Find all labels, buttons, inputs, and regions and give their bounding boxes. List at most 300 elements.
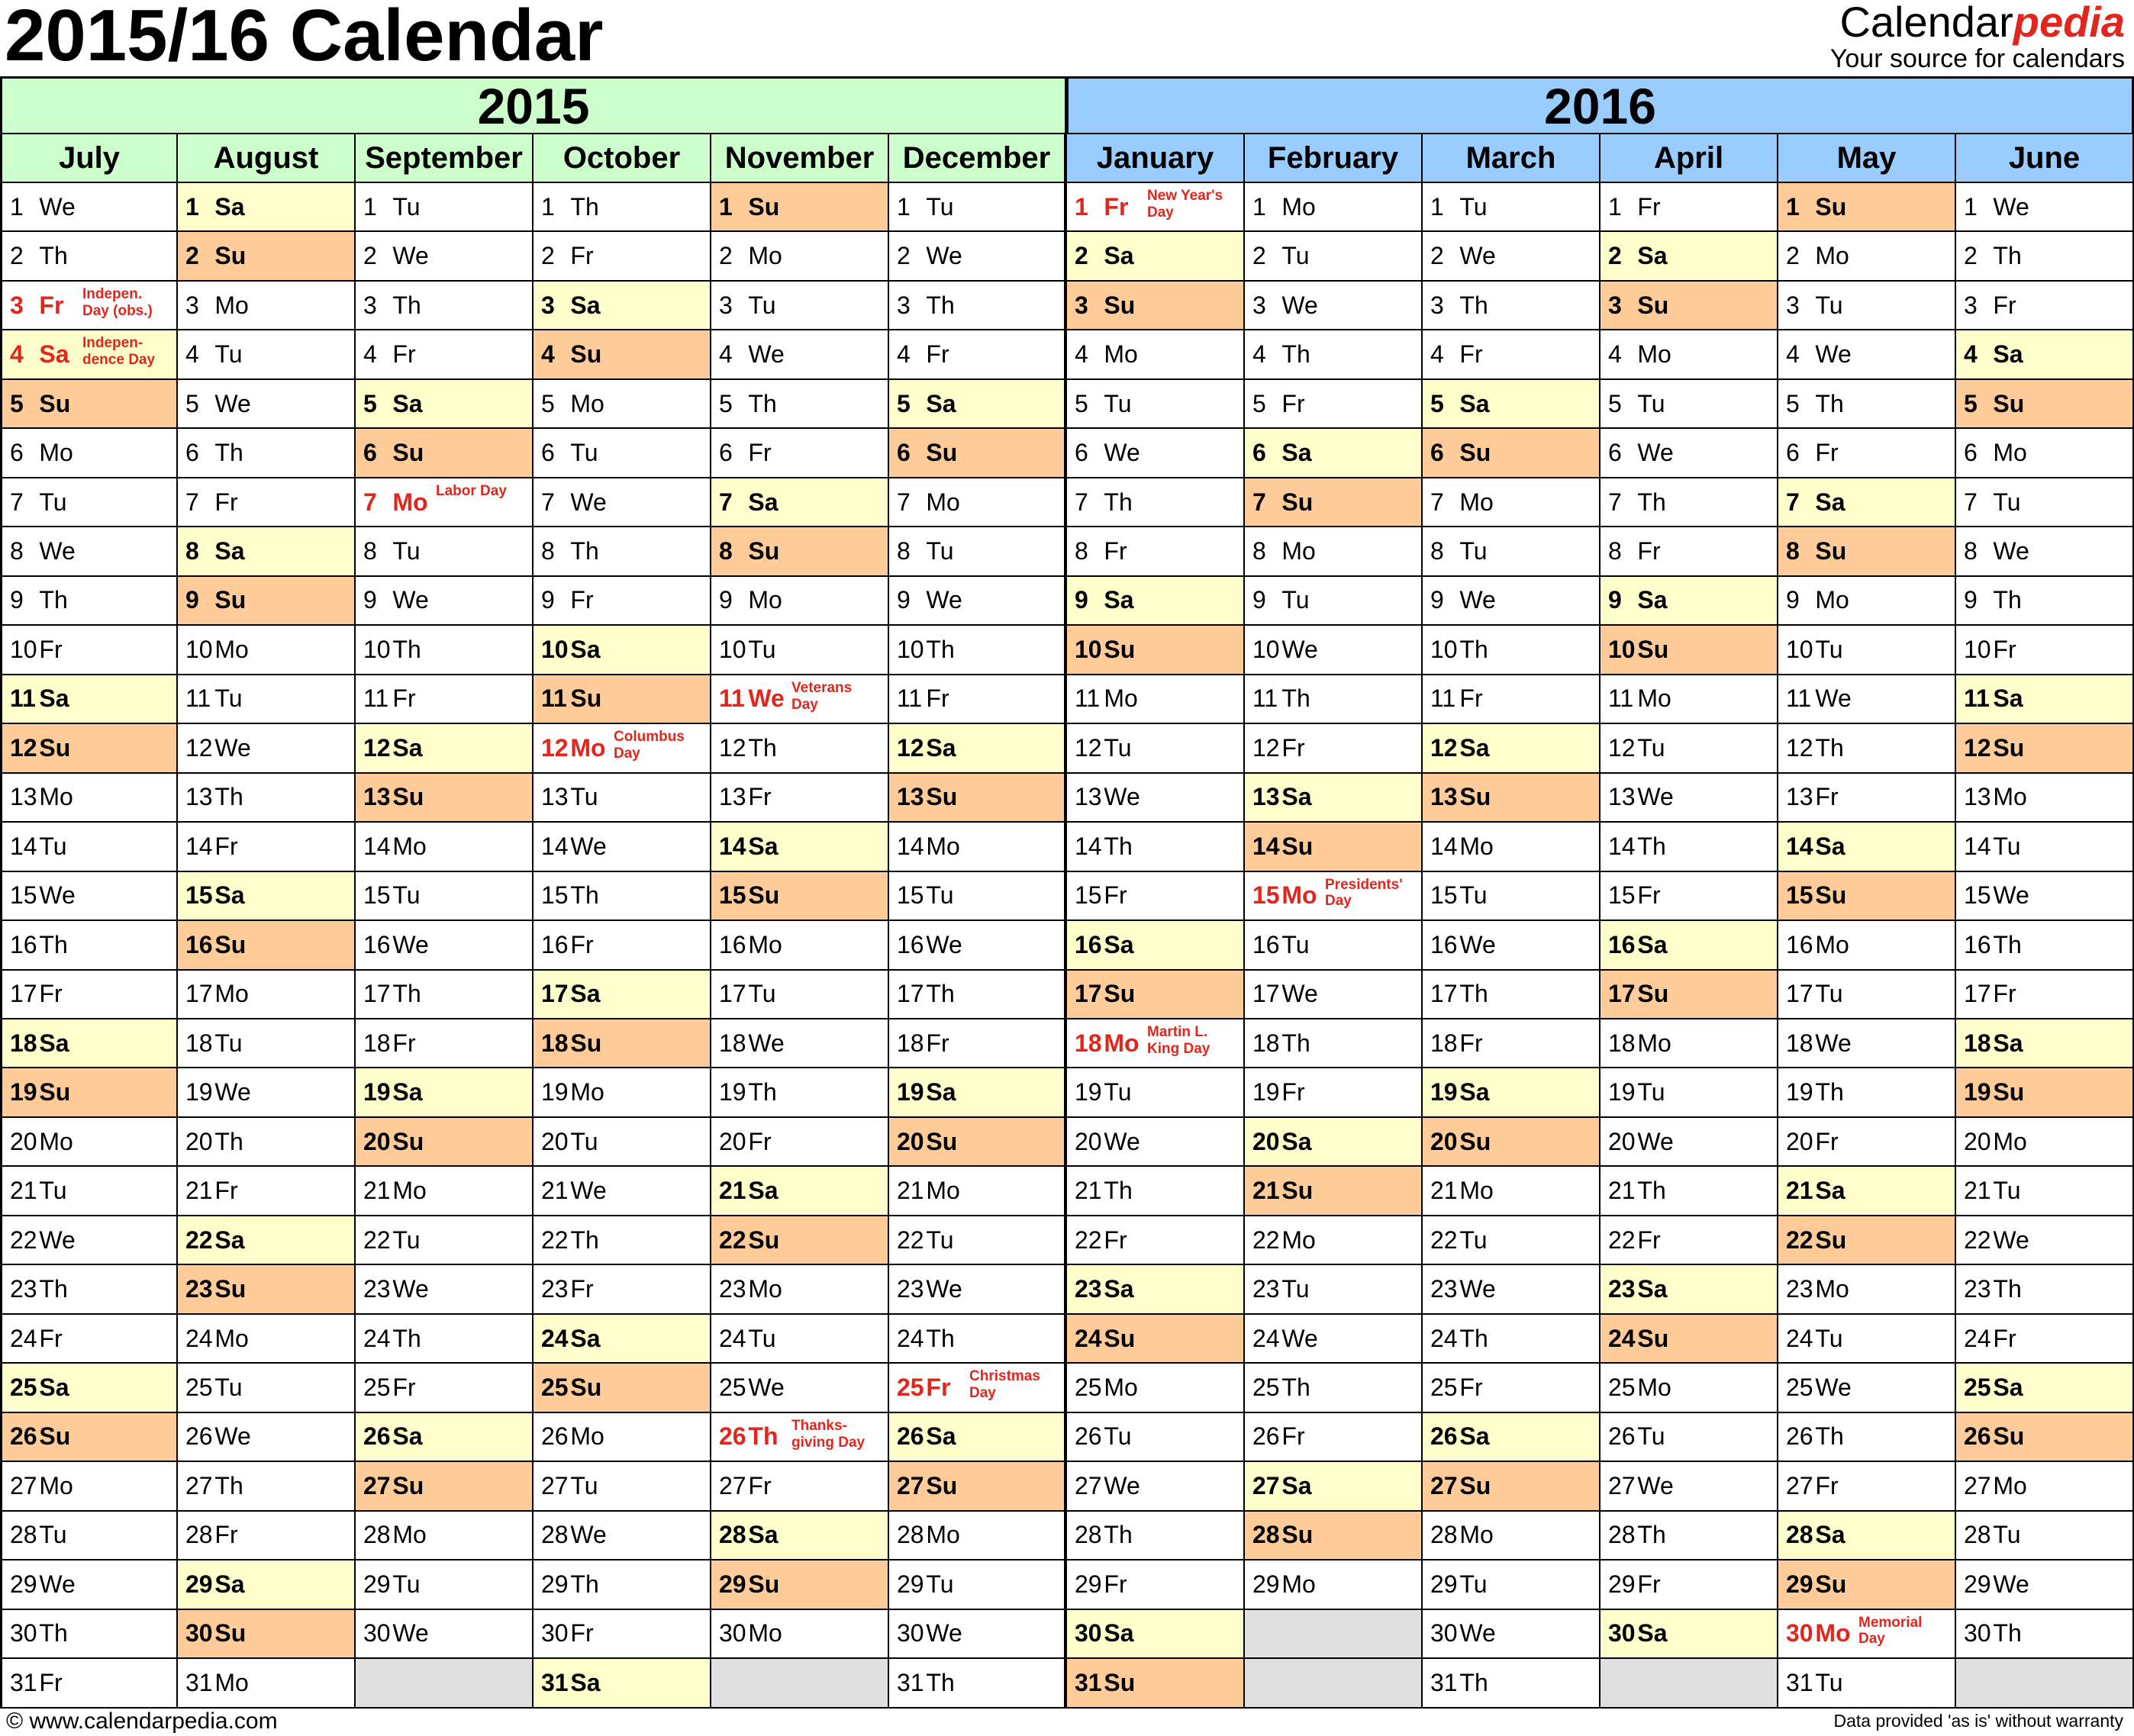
weekday-label: Th: [1459, 635, 1488, 663]
day-number: 5: [541, 389, 555, 417]
weekday-label: Sa: [570, 635, 601, 663]
day-cell: [1600, 232, 1778, 281]
day-cell: [1778, 1068, 1956, 1117]
day-number: 22: [719, 1226, 746, 1254]
day-cell: [1067, 626, 1245, 675]
day-number: 7: [10, 488, 24, 516]
day-number: 18: [719, 1029, 746, 1057]
weekday-label: Fr: [748, 783, 772, 811]
weekday-label: Th: [39, 1619, 68, 1647]
day-number: 13: [10, 783, 37, 811]
day-cell: [1067, 1560, 1245, 1609]
day-cell: [1778, 1019, 1956, 1068]
weekday-label: Sa: [1281, 439, 1312, 467]
day-cell: [1600, 1265, 1778, 1314]
day-cell: [178, 1413, 356, 1462]
day-cell: [1423, 1315, 1600, 1364]
day-number: 20: [10, 1127, 37, 1155]
weekday-label: Su: [926, 439, 958, 467]
day-cell: [1778, 282, 1956, 330]
weekday-label: Su: [570, 340, 602, 369]
day-number: 25: [897, 1373, 924, 1401]
day-cell: [0, 1659, 178, 1708]
weekday-label: Fr: [1104, 1570, 1127, 1598]
weekday-label: Tu: [392, 1570, 421, 1598]
day-cell: [1956, 724, 2134, 773]
weekday-label: Sa: [570, 291, 601, 319]
weekday-label: Su: [1104, 980, 1136, 1008]
day-number: 12: [1430, 733, 1458, 762]
day-number: 26: [185, 1422, 213, 1451]
day-number: 17: [1075, 980, 1102, 1008]
month-header-march: March: [1423, 134, 1600, 183]
day-number: 15: [541, 881, 569, 910]
day-number: 13: [1252, 783, 1280, 811]
weekday-label: We: [1637, 783, 1674, 811]
day-cell: [711, 429, 889, 478]
day-number: 14: [10, 832, 37, 860]
weekday-label: Su: [748, 1226, 780, 1254]
weekday-label: Th: [748, 389, 777, 417]
weekday-label: Th: [570, 1570, 599, 1598]
weekday-label: Mo: [39, 1471, 73, 1499]
day-cell: [1600, 1167, 1778, 1216]
day-number: 18: [363, 1029, 391, 1057]
day-number: 24: [1252, 1324, 1280, 1352]
weekday-label: Su: [214, 1275, 247, 1303]
weekday-label: Sa: [1637, 1619, 1668, 1647]
holiday-cell: [1067, 1019, 1245, 1068]
day-number: 7: [719, 488, 733, 516]
day-cell: [0, 1413, 178, 1462]
day-cell: [711, 1315, 889, 1364]
weekday-label: Th: [214, 783, 243, 811]
day-cell: [711, 1265, 889, 1314]
weekday-label: Tu: [392, 881, 421, 910]
weekday-label: Th: [570, 537, 599, 565]
day-cell: [1423, 675, 1600, 724]
day-number: 11: [1252, 684, 1278, 713]
day-number: 8: [541, 537, 555, 565]
footer-website-link[interactable]: © www.calendarpedia.com: [6, 1709, 278, 1734]
day-number: 16: [1964, 930, 1991, 958]
day-number: 27: [719, 1471, 746, 1499]
day-cell: [356, 1462, 534, 1511]
weekday-label: Sa: [214, 1570, 245, 1598]
weekday-label: Mo: [1815, 242, 1849, 270]
day-cell: [356, 1610, 534, 1659]
weekday-label: We: [39, 537, 76, 565]
day-number: 25: [719, 1373, 746, 1401]
weekday-label: Sa: [1815, 832, 1845, 860]
weekday-label: Tu: [1993, 1177, 2021, 1205]
weekday-label: Su: [1281, 832, 1314, 860]
day-cell: [1956, 282, 2134, 330]
weekday-label: We: [39, 192, 76, 221]
day-cell: [178, 1512, 356, 1560]
day-number: 4: [541, 340, 555, 369]
day-cell: [889, 1216, 1067, 1265]
day-cell: [178, 921, 356, 970]
day-cell: [1245, 675, 1423, 724]
weekday-label: Mo: [1637, 340, 1671, 369]
day-cell: [178, 971, 356, 1019]
weekday-label: Th: [39, 586, 68, 614]
weekday-label: Th: [1815, 733, 1844, 762]
weekday-label: Th: [1637, 488, 1666, 516]
holiday-cell: [0, 282, 178, 330]
day-cell: [1778, 1364, 1956, 1412]
day-cell: [1600, 282, 1778, 330]
day-cell: [1067, 921, 1245, 970]
day-cell: [711, 921, 889, 970]
day-number: 13: [1964, 783, 1991, 811]
month-header-december: December: [889, 134, 1067, 183]
day-number: 15: [1430, 881, 1458, 910]
weekday-label: Su: [1993, 1422, 2025, 1451]
weekday-label: Mo: [1459, 1521, 1494, 1549]
day-number: 15: [185, 881, 213, 910]
weekday-label: Su: [1104, 1668, 1136, 1696]
day-cell: [534, 1265, 711, 1314]
day-number: 21: [1786, 1177, 1813, 1205]
day-number: 17: [897, 980, 924, 1008]
day-cell: [1956, 1068, 2134, 1117]
day-number: 20: [719, 1127, 746, 1155]
day-number: 10: [1786, 635, 1813, 663]
day-cell: [178, 872, 356, 921]
weekday-label: Fr: [39, 1668, 63, 1696]
day-number: 21: [10, 1177, 37, 1205]
weekday-label: Th: [926, 635, 955, 663]
day-number: 14: [1430, 832, 1458, 860]
day-number: 27: [10, 1471, 37, 1499]
day-number: 8: [1786, 537, 1800, 565]
weekday-label: We: [1993, 192, 2029, 221]
weekday-label: Tu: [1459, 881, 1488, 910]
day-number: 19: [719, 1078, 746, 1106]
weekday-label: Th: [1459, 1668, 1488, 1696]
day-number: 3: [363, 291, 377, 319]
day-number: 10: [10, 635, 37, 663]
holiday-cell: [1245, 872, 1423, 921]
day-cell: [1956, 1167, 2134, 1216]
day-number: 29: [719, 1570, 746, 1598]
weekday-label: Mo: [1281, 881, 1317, 910]
day-number: 2: [719, 242, 733, 270]
day-cell: [0, 232, 178, 281]
weekday-label: Fr: [570, 1619, 594, 1647]
day-cell: [0, 1512, 178, 1560]
weekday-label: Tu: [1459, 1226, 1488, 1254]
day-cell: [889, 1019, 1067, 1068]
weekday-label: Mo: [1815, 1619, 1851, 1647]
day-cell: [1778, 380, 1956, 429]
day-number: 11: [719, 684, 745, 713]
weekday-label: Mo: [748, 242, 782, 270]
day-cell: [534, 675, 711, 724]
day-cell: [1423, 282, 1600, 330]
day-cell: [1067, 1413, 1245, 1462]
day-number: 8: [1964, 537, 1978, 565]
day-cell: [889, 1068, 1067, 1117]
day-cell: [1245, 429, 1423, 478]
day-cell: [1600, 1512, 1778, 1560]
day-number: 5: [1252, 389, 1266, 417]
weekday-label: Fr: [1459, 340, 1483, 369]
day-cell: [0, 1216, 178, 1265]
day-cell: [1423, 1560, 1600, 1609]
weekday-label: Sa: [39, 684, 69, 713]
weekday-label: We: [1459, 586, 1496, 614]
weekday-label: Th: [748, 733, 777, 762]
day-number: 25: [541, 1373, 569, 1401]
day-cell: [178, 232, 356, 281]
day-number: 25: [1430, 1373, 1458, 1401]
weekday-label: Su: [926, 1127, 958, 1155]
day-number: 20: [1430, 1127, 1458, 1155]
day-cell: [1600, 724, 1778, 773]
weekday-label: Su: [926, 783, 958, 811]
day-cell: [178, 1167, 356, 1216]
day-cell: [1956, 380, 2134, 429]
day-cell: [0, 774, 178, 823]
day-cell: [356, 1019, 534, 1068]
day-number: 19: [363, 1078, 391, 1106]
day-number: 20: [185, 1127, 213, 1155]
weekday-label: Mo: [392, 1177, 427, 1205]
day-cell: [534, 527, 711, 576]
weekday-label: Tu: [1104, 1422, 1132, 1451]
day-number: 25: [1075, 1373, 1102, 1401]
day-number: 16: [719, 930, 746, 958]
day-cell: [1423, 330, 1600, 379]
weekday-label: We: [39, 1570, 76, 1598]
day-cell: [1067, 1364, 1245, 1412]
month-header-july: July: [0, 134, 178, 183]
day-cell: [889, 330, 1067, 379]
day-number: 20: [1075, 1127, 1102, 1155]
day-cell: [1067, 1216, 1245, 1265]
day-cell: [1423, 626, 1600, 675]
day-cell: [534, 823, 711, 871]
day-cell: [1067, 1610, 1245, 1659]
day-number: 17: [719, 980, 746, 1008]
day-cell: [1067, 478, 1245, 527]
weekday-label: We: [392, 1275, 429, 1303]
day-cell: [178, 282, 356, 330]
weekday-label: Su: [1815, 881, 1847, 910]
weekday-label: Sa: [1281, 1127, 1312, 1155]
day-number: 16: [1608, 930, 1636, 958]
weekday-label: Sa: [1993, 684, 2023, 713]
weekday-label: Th: [570, 881, 599, 910]
day-cell: [1778, 478, 1956, 527]
brand-logo[interactable]: [1830, 0, 2125, 73]
day-cell: [0, 823, 178, 871]
weekday-label: We: [1104, 783, 1140, 811]
day-cell: [1423, 823, 1600, 871]
day-number: 5: [897, 389, 911, 417]
weekday-label: Su: [39, 1078, 71, 1106]
day-cell: [1778, 1413, 1956, 1462]
weekday-label: Mo: [214, 1324, 249, 1352]
day-number: 28: [1430, 1521, 1458, 1549]
day-cell: [0, 1118, 178, 1167]
day-number: 4: [10, 340, 24, 369]
weekday-label: Fr: [570, 242, 594, 270]
day-number: 7: [1786, 488, 1800, 516]
day-cell: [1245, 921, 1423, 970]
day-number: 17: [10, 980, 37, 1008]
weekday-label: Fr: [214, 488, 238, 516]
day-number: 4: [897, 340, 911, 369]
day-cell: [1956, 921, 2134, 970]
weekday-label: Mo: [570, 1078, 604, 1106]
day-number: 27: [541, 1471, 569, 1499]
weekday-label: Mo: [1281, 1226, 1316, 1254]
weekday-label: Sa: [214, 1226, 245, 1254]
weekday-label: Fr: [1281, 389, 1305, 417]
weekday-label: Su: [1104, 291, 1136, 319]
day-cell: [1600, 330, 1778, 379]
weekday-label: Th: [392, 1324, 421, 1352]
month-header-november: November: [711, 134, 889, 183]
day-cell: [534, 1560, 711, 1609]
day-cell: [1600, 380, 1778, 429]
day-number: 31: [10, 1668, 37, 1696]
day-number: 30: [1430, 1619, 1458, 1647]
weekday-label: We: [748, 1373, 785, 1401]
day-cell: [1600, 872, 1778, 921]
day-cell: [711, 232, 889, 281]
weekday-label: Th: [926, 1324, 955, 1352]
day-cell: [178, 1560, 356, 1609]
day-cell: [178, 330, 356, 379]
day-number: 2: [897, 242, 911, 270]
day-cell: [711, 1560, 889, 1609]
weekday-label: We: [214, 1078, 251, 1106]
day-cell: [889, 1118, 1067, 1167]
day-cell: [356, 1315, 534, 1364]
day-cell: [1600, 1462, 1778, 1511]
day-number: 3: [1786, 291, 1800, 319]
day-cell: [1956, 330, 2134, 379]
day-cell: [1067, 675, 1245, 724]
weekday-label: We: [214, 733, 251, 762]
day-number: 1: [1430, 192, 1444, 221]
day-cell: [1778, 330, 1956, 379]
day-cell: [356, 675, 534, 724]
day-number: 31: [1430, 1668, 1458, 1696]
weekday-label: Su: [1815, 192, 1847, 221]
day-number: 7: [363, 488, 377, 516]
weekday-label: Sa: [392, 1422, 423, 1451]
day-number: 26: [719, 1422, 746, 1451]
day-cell: [1778, 774, 1956, 823]
weekday-label: Mo: [1104, 684, 1138, 713]
weekday-label: We: [392, 586, 429, 614]
weekday-label: Sa: [926, 1422, 956, 1451]
weekday-label: Su: [392, 1127, 424, 1155]
day-number: 4: [363, 340, 377, 369]
day-number: 13: [363, 783, 391, 811]
day-cell: [889, 823, 1067, 871]
day-number: 1: [1608, 192, 1622, 221]
day-number: 24: [1430, 1324, 1458, 1352]
day-number: 16: [1252, 930, 1280, 958]
day-number: 15: [1786, 881, 1813, 910]
holiday-cell: [356, 478, 534, 527]
day-cell: [0, 1462, 178, 1511]
day-number: 17: [1430, 980, 1458, 1008]
day-number: 2: [363, 242, 377, 270]
day-cell: [534, 380, 711, 429]
day-cell: [1245, 1265, 1423, 1314]
brand-name-accent: pedia: [2013, 0, 2125, 46]
weekday-label: We: [1281, 1324, 1318, 1352]
weekday-label: Sa: [570, 980, 601, 1008]
day-number: 30: [541, 1619, 569, 1647]
day-cell: [356, 823, 534, 871]
day-cell: [1423, 921, 1600, 970]
weekday-label: Mo: [1637, 1373, 1671, 1401]
day-cell: [1600, 183, 1778, 232]
weekday-label: Tu: [1993, 1521, 2021, 1549]
weekday-label: Fr: [1104, 192, 1129, 221]
day-cell: [356, 1167, 534, 1216]
day-number: 6: [1786, 439, 1800, 467]
day-cell: [178, 1265, 356, 1314]
day-cell: [0, 971, 178, 1019]
weekday-label: Fr: [1993, 291, 2016, 319]
day-cell: [1245, 1019, 1423, 1068]
day-cell: [1423, 1462, 1600, 1511]
weekday-label: Th: [1459, 980, 1488, 1008]
day-cell: [1067, 872, 1245, 921]
day-number: 29: [185, 1570, 213, 1598]
day-number: 17: [1608, 980, 1636, 1008]
day-cell: [356, 724, 534, 773]
day-number: 23: [1786, 1275, 1813, 1303]
weekday-label: We: [214, 1422, 251, 1451]
day-cell: [1600, 1413, 1778, 1462]
brand-tagline: Your source for calendars: [1829, 43, 2125, 73]
day-cell: [1245, 380, 1423, 429]
day-number: 5: [1786, 389, 1800, 417]
weekday-label: Fr: [392, 1029, 416, 1057]
weekday-label: Th: [926, 1668, 955, 1696]
weekday-label: Th: [214, 439, 243, 467]
weekday-label: Th: [1993, 930, 2022, 958]
day-cell: [534, 971, 711, 1019]
day-cell: [889, 971, 1067, 1019]
day-number: 16: [363, 930, 391, 958]
weekday-label: Fr: [748, 439, 772, 467]
day-number: 27: [1786, 1471, 1813, 1499]
weekday-label: Fr: [39, 291, 64, 319]
day-number: 7: [185, 488, 199, 516]
day-number: 26: [10, 1422, 37, 1451]
day-number: 2: [1964, 242, 1978, 270]
day-number: 16: [541, 930, 569, 958]
day-number: 8: [719, 537, 733, 565]
weekday-label: Sa: [1815, 1521, 1845, 1549]
day-cell: [1778, 1462, 1956, 1511]
weekday-label: Su: [570, 1373, 602, 1401]
weekday-label: Mo: [392, 1521, 427, 1549]
weekday-label: Su: [1104, 635, 1136, 663]
